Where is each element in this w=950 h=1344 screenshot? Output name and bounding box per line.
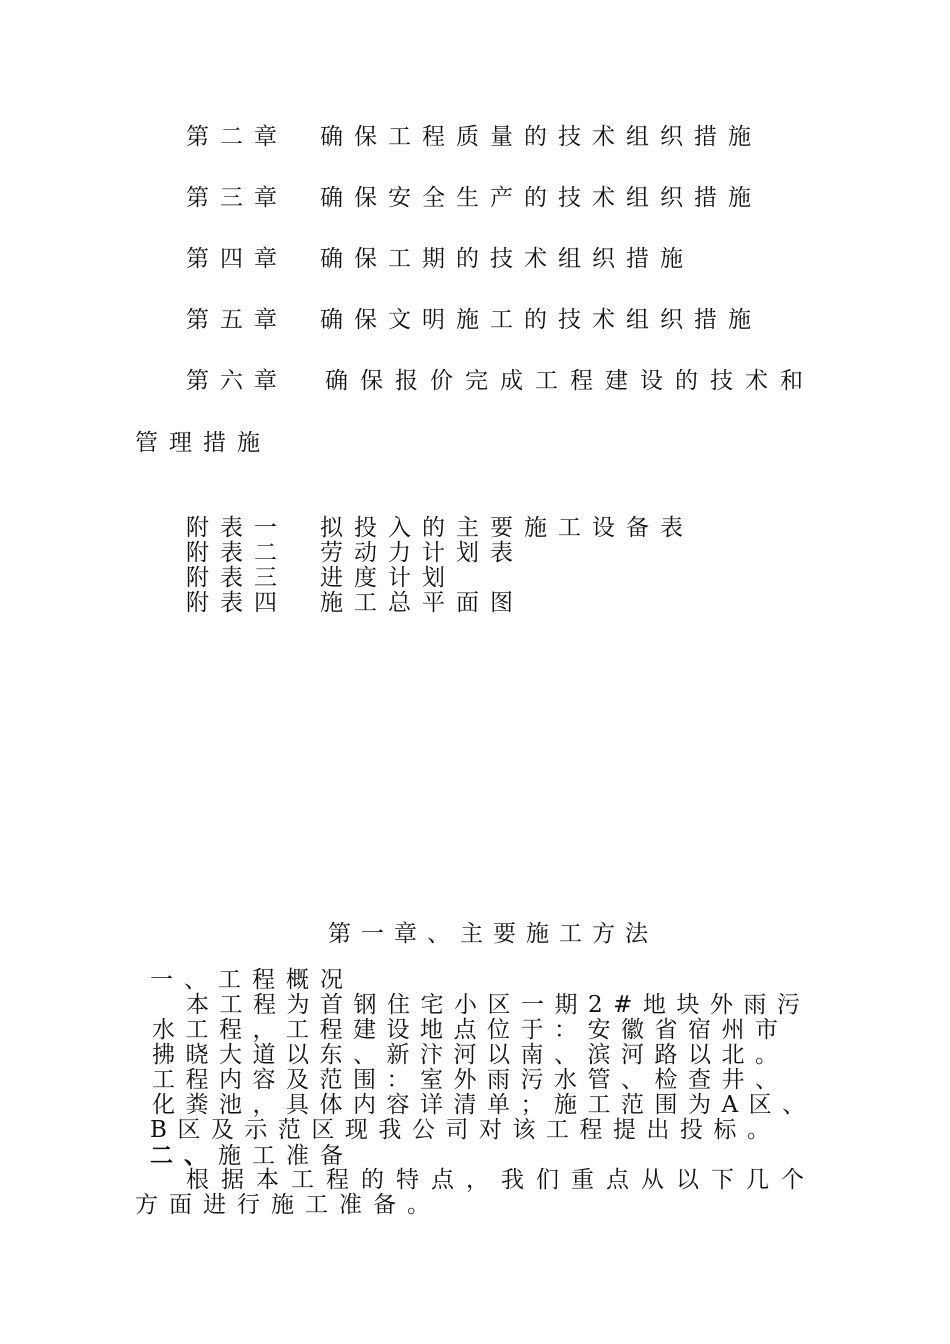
section-2-line-1: 根据本工程的特点，我们重点从以下几个 xyxy=(186,1167,816,1193)
section-2-heading-number: 二、 xyxy=(150,1142,218,1169)
toc-appendix-title: 进度计划 xyxy=(320,565,456,591)
toc-appendix-1 xyxy=(186,515,694,541)
section-2-heading-text: 施工准备 xyxy=(218,1143,354,1169)
chapter-1-title: 第一章、主要施工方法 xyxy=(328,921,658,947)
section-2-heading xyxy=(150,1143,354,1169)
section-1-line-6: B区及示范区现我公司对该工程提出投标。 xyxy=(150,1117,781,1143)
toc-chapter-title: 确保文明施工的技术组织措施 xyxy=(320,307,762,333)
toc-chapter-2 xyxy=(186,124,762,150)
section-2-line-2: 方面进行施工准备。 xyxy=(135,1192,441,1218)
toc-appendix-title: 施工总平面图 xyxy=(320,590,524,616)
toc-chapter-4 xyxy=(186,246,694,272)
toc-appendix-2 xyxy=(186,540,524,566)
toc-chapter-title: 确保工程质量的技术组织措施 xyxy=(320,124,762,150)
toc-appendix-title: 劳动力计划表 xyxy=(320,540,524,566)
toc-chapter-title: 确保报价完成工程建设的技术和 xyxy=(325,368,815,394)
toc-appendix-number: 附表四 xyxy=(186,590,288,616)
section-1-line-1: 本工程为首钢住宅小区一期2#地块外雨污 xyxy=(186,992,811,1018)
toc-chapter-5 xyxy=(186,307,762,333)
section-1-line-3: 拂晓大道以东、新汴河以南、滨河路以北。 xyxy=(152,1042,789,1068)
section-1-line-5: 化粪池，具体内容详清单；施工范围为A区、 xyxy=(152,1092,816,1118)
toc-appendix-number: 附表三 xyxy=(186,565,288,591)
toc-chapter-number: 第二章 xyxy=(186,124,288,150)
toc-chapter-6 xyxy=(186,368,815,394)
toc-chapter-6-continuation: 管理措施 xyxy=(135,430,271,456)
toc-chapter-3 xyxy=(186,185,762,211)
section-1-line-2: 水工程，工程建设地点位于：安徽省宿州市 xyxy=(152,1017,789,1043)
toc-chapter-number: 第六章 xyxy=(186,368,288,394)
toc-appendix-3 xyxy=(186,565,456,591)
toc-chapter-number: 第四章 xyxy=(186,246,288,272)
toc-appendix-4 xyxy=(186,590,524,616)
toc-appendix-number: 附表二 xyxy=(186,540,288,566)
toc-chapter-title: 确保工期的技术组织措施 xyxy=(320,246,694,272)
section-1-heading: 一、工程概况 xyxy=(150,967,354,993)
toc-appendix-title: 拟投入的主要施工设备表 xyxy=(320,515,694,541)
toc-appendix-number: 附表一 xyxy=(186,515,288,541)
toc-chapter-title: 确保安全生产的技术组织措施 xyxy=(320,185,762,211)
toc-chapter-number: 第五章 xyxy=(186,307,288,333)
section-1-line-4: 工程内容及范围：室外雨污水管、检查井、 xyxy=(152,1067,789,1093)
toc-chapter-number: 第三章 xyxy=(186,185,288,211)
